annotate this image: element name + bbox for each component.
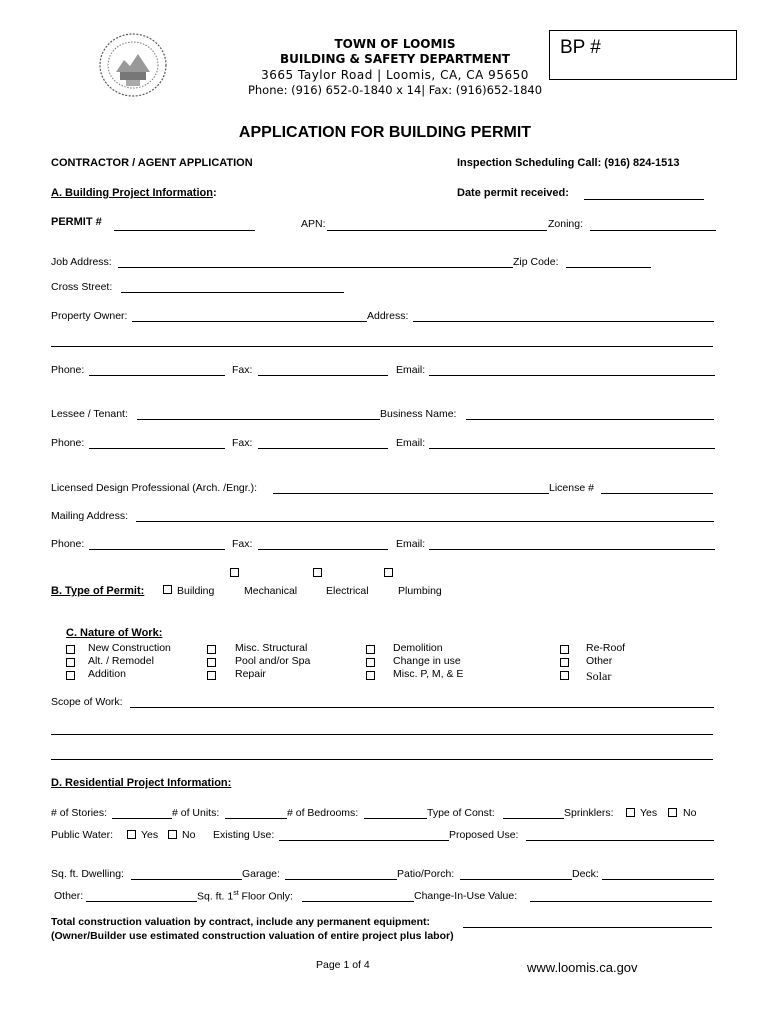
existing-use-field[interactable]: [279, 840, 449, 841]
job-address-label: Job Address:: [51, 256, 112, 268]
apn-label: APN:: [301, 218, 326, 230]
property-owner-field[interactable]: [132, 321, 367, 322]
date-received-label: Date permit received:: [457, 187, 569, 199]
sqft-dwelling-field[interactable]: [131, 879, 242, 880]
business-name-field[interactable]: [466, 419, 714, 420]
electrical-checkbox[interactable]: [313, 568, 322, 577]
mechanical-checkbox[interactable]: [230, 568, 239, 577]
owner-phone-field[interactable]: [89, 375, 225, 376]
design-phone-field[interactable]: [89, 549, 225, 550]
design-fax-field[interactable]: [258, 549, 388, 550]
section-c-heading: C. Nature of Work:: [66, 627, 163, 639]
cross-street-label: Cross Street:: [51, 281, 113, 293]
sqft-first-floor-label: Sq. ft. 1st Floor Only:: [197, 890, 293, 903]
solar-checkbox[interactable]: [560, 671, 569, 680]
demolition-label: Demolition: [393, 642, 443, 654]
building-option-label: Building: [177, 585, 215, 597]
job-address-field[interactable]: [118, 267, 513, 268]
date-received-field[interactable]: [584, 199, 704, 200]
sqft-dwelling-label: Sq. ft. Dwelling:: [51, 868, 124, 880]
misc-pme-checkbox[interactable]: [366, 671, 375, 680]
misc-pme-label: Misc. P, M, & E: [393, 668, 464, 680]
addition-label: Addition: [88, 668, 126, 680]
deck-field[interactable]: [602, 879, 714, 880]
pool-spa-label: Pool and/or Spa: [235, 655, 311, 667]
repair-label: Repair: [235, 668, 266, 680]
business-name-label: Business Name:: [380, 408, 457, 420]
design-fax-label: Fax:: [232, 538, 253, 550]
apn-field[interactable]: [327, 230, 547, 231]
website-link[interactable]: www.loomis.ca.gov: [527, 960, 638, 975]
sprinklers-yes-checkbox[interactable]: [626, 808, 635, 817]
lessee-phone-label: Phone:: [51, 437, 85, 449]
owner-address-field-2[interactable]: [51, 346, 713, 347]
plumbing-option-label: Plumbing: [398, 585, 442, 597]
plumbing-checkbox[interactable]: [384, 568, 393, 577]
addition-checkbox[interactable]: [66, 671, 75, 680]
change-in-use-checkbox[interactable]: [366, 658, 375, 667]
valuation-field[interactable]: [463, 927, 712, 928]
sprinklers-label: Sprinklers:: [564, 807, 614, 819]
owner-address-field[interactable]: [413, 321, 714, 322]
design-phone-label: Phone:: [51, 538, 85, 550]
owner-phone-label: Phone:: [51, 364, 85, 376]
misc-structural-checkbox[interactable]: [207, 645, 216, 654]
owner-email-label: Email:: [396, 364, 426, 376]
public-water-yes-checkbox[interactable]: [127, 830, 136, 839]
lessee-phone-field[interactable]: [89, 448, 225, 449]
bedrooms-label: # of Bedrooms:: [287, 807, 359, 819]
valuation-label: Total construction valuation by contract, include any permanent equipment:: [51, 916, 431, 928]
building-checkbox[interactable]: [163, 585, 172, 594]
town-name: TOWN OF LOOMIS: [334, 37, 456, 51]
alt-remodel-label: Alt. / Remodel: [88, 655, 154, 667]
new-construction-checkbox[interactable]: [66, 645, 75, 654]
units-label: # of Units:: [172, 807, 220, 819]
proposed-use-field[interactable]: [526, 840, 714, 841]
town-seal-logo: [98, 32, 168, 98]
owner-address-label: Address:: [367, 310, 409, 322]
mailing-address-label: Mailing Address:: [51, 510, 129, 522]
existing-use-label: Existing Use:: [213, 829, 275, 841]
cross-street-field[interactable]: [121, 292, 344, 293]
other-label: Other: [586, 655, 613, 667]
section-b-heading: B. Type of Permit:: [51, 585, 145, 597]
department-address: 3665 Taylor Road | Loomis, CA, CA 95650: [261, 68, 529, 82]
new-construction-label: New Construction: [88, 642, 171, 654]
const-type-field[interactable]: [503, 818, 564, 819]
sprinklers-no-checkbox[interactable]: [668, 808, 677, 817]
scope-of-work-label: Scope of Work:: [51, 696, 123, 708]
owner-fax-field[interactable]: [258, 375, 388, 376]
proposed-use-label: Proposed Use:: [449, 829, 519, 841]
permit-label: PERMIT #: [51, 216, 102, 228]
valuation-note: (Owner/Builder use estimated construction valuation of entire project plus labor): [51, 930, 454, 942]
re-roof-label: Re-Roof: [586, 642, 626, 654]
deck-label: Deck:: [572, 868, 599, 880]
public-water-label: Public Water:: [51, 829, 114, 841]
bedrooms-field[interactable]: [364, 818, 427, 819]
page-number: Page 1 of 4: [316, 959, 370, 971]
re-roof-checkbox[interactable]: [560, 645, 569, 654]
permit-field[interactable]: [114, 230, 255, 231]
lessee-label: Lessee / Tenant:: [51, 408, 128, 420]
solar-label: Solar: [586, 669, 612, 683]
sprinklers-no-label: No: [683, 807, 697, 819]
repair-checkbox[interactable]: [207, 671, 216, 680]
lessee-field[interactable]: [137, 419, 380, 420]
garage-field[interactable]: [285, 879, 397, 880]
const-type-label: Type of Const:: [427, 807, 495, 819]
scope-of-work-field-3[interactable]: [51, 759, 713, 760]
department-phone: Phone: (916) 652-0-1840 x 14| Fax: (916)652-1840: [247, 83, 543, 97]
lessee-email-label: Email:: [396, 437, 426, 449]
sqft-first-floor-field[interactable]: [302, 901, 414, 902]
section-a-heading: A. Building Project Information:: [51, 187, 217, 199]
alt-remodel-checkbox[interactable]: [66, 658, 75, 667]
design-professional-field[interactable]: [273, 493, 549, 494]
design-email-label: Email:: [396, 538, 426, 550]
section-d-heading: D. Residential Project Information:: [51, 777, 232, 789]
stories-label: # of Stories:: [51, 807, 108, 819]
owner-fax-label: Fax:: [232, 364, 253, 376]
bp-number-box[interactable]: [549, 30, 737, 80]
mailing-address-field[interactable]: [136, 521, 714, 522]
license-field[interactable]: [601, 493, 713, 494]
lessee-email-field[interactable]: [429, 448, 715, 449]
other-sqft-label: Other:: [54, 890, 84, 902]
scope-of-work-field-2[interactable]: [51, 734, 713, 735]
stories-field[interactable]: [112, 818, 172, 819]
pool-spa-checkbox[interactable]: [207, 658, 216, 667]
owner-email-field[interactable]: [429, 375, 715, 376]
other-sqft-field[interactable]: [86, 901, 197, 902]
public-water-yes-label: Yes: [141, 829, 159, 841]
electrical-option-label: Electrical: [326, 585, 369, 597]
change-in-use-value-field[interactable]: [530, 901, 712, 902]
change-in-use-label: Change in use: [393, 655, 461, 667]
license-label: License #: [549, 482, 594, 494]
demolition-checkbox[interactable]: [366, 645, 375, 654]
lessee-fax-label: Fax:: [232, 437, 253, 449]
public-water-no-checkbox[interactable]: [168, 830, 177, 839]
lessee-fax-field[interactable]: [258, 448, 388, 449]
misc-structural-label: Misc. Structural: [235, 642, 308, 654]
zip-code-field[interactable]: [566, 267, 651, 268]
mechanical-option-label: Mechanical: [244, 585, 298, 597]
patio-porch-label: Patio/Porch:: [397, 868, 455, 880]
zoning-label: Zoning:: [548, 218, 584, 230]
inspection-scheduling: Inspection Scheduling Call: (916) 824-1513: [457, 157, 680, 169]
sprinklers-yes-label: Yes: [640, 807, 658, 819]
contractor-agent-label: CONTRACTOR / AGENT APPLICATION: [51, 157, 253, 169]
property-owner-label: Property Owner:: [51, 310, 128, 322]
units-field[interactable]: [225, 818, 287, 819]
garage-label: Garage:: [242, 868, 280, 880]
zoning-field[interactable]: [590, 230, 716, 231]
bp-number-label: BP #: [560, 37, 601, 58]
department-name: BUILDING & SAFETY DEPARTMENT: [280, 52, 510, 66]
page-title: APPLICATION FOR BUILDING PERMIT: [238, 124, 532, 141]
design-email-field[interactable]: [429, 549, 715, 550]
other-checkbox[interactable]: [560, 658, 569, 667]
zip-code-label: Zip Code:: [513, 256, 559, 268]
scope-of-work-field[interactable]: [130, 707, 714, 708]
change-in-use-value-label: Change-In-Use Value:: [414, 890, 518, 902]
public-water-no-label: No: [182, 829, 196, 841]
patio-porch-field[interactable]: [460, 879, 572, 880]
design-professional-label: Licensed Design Professional (Arch. /Engr.):: [51, 482, 258, 494]
